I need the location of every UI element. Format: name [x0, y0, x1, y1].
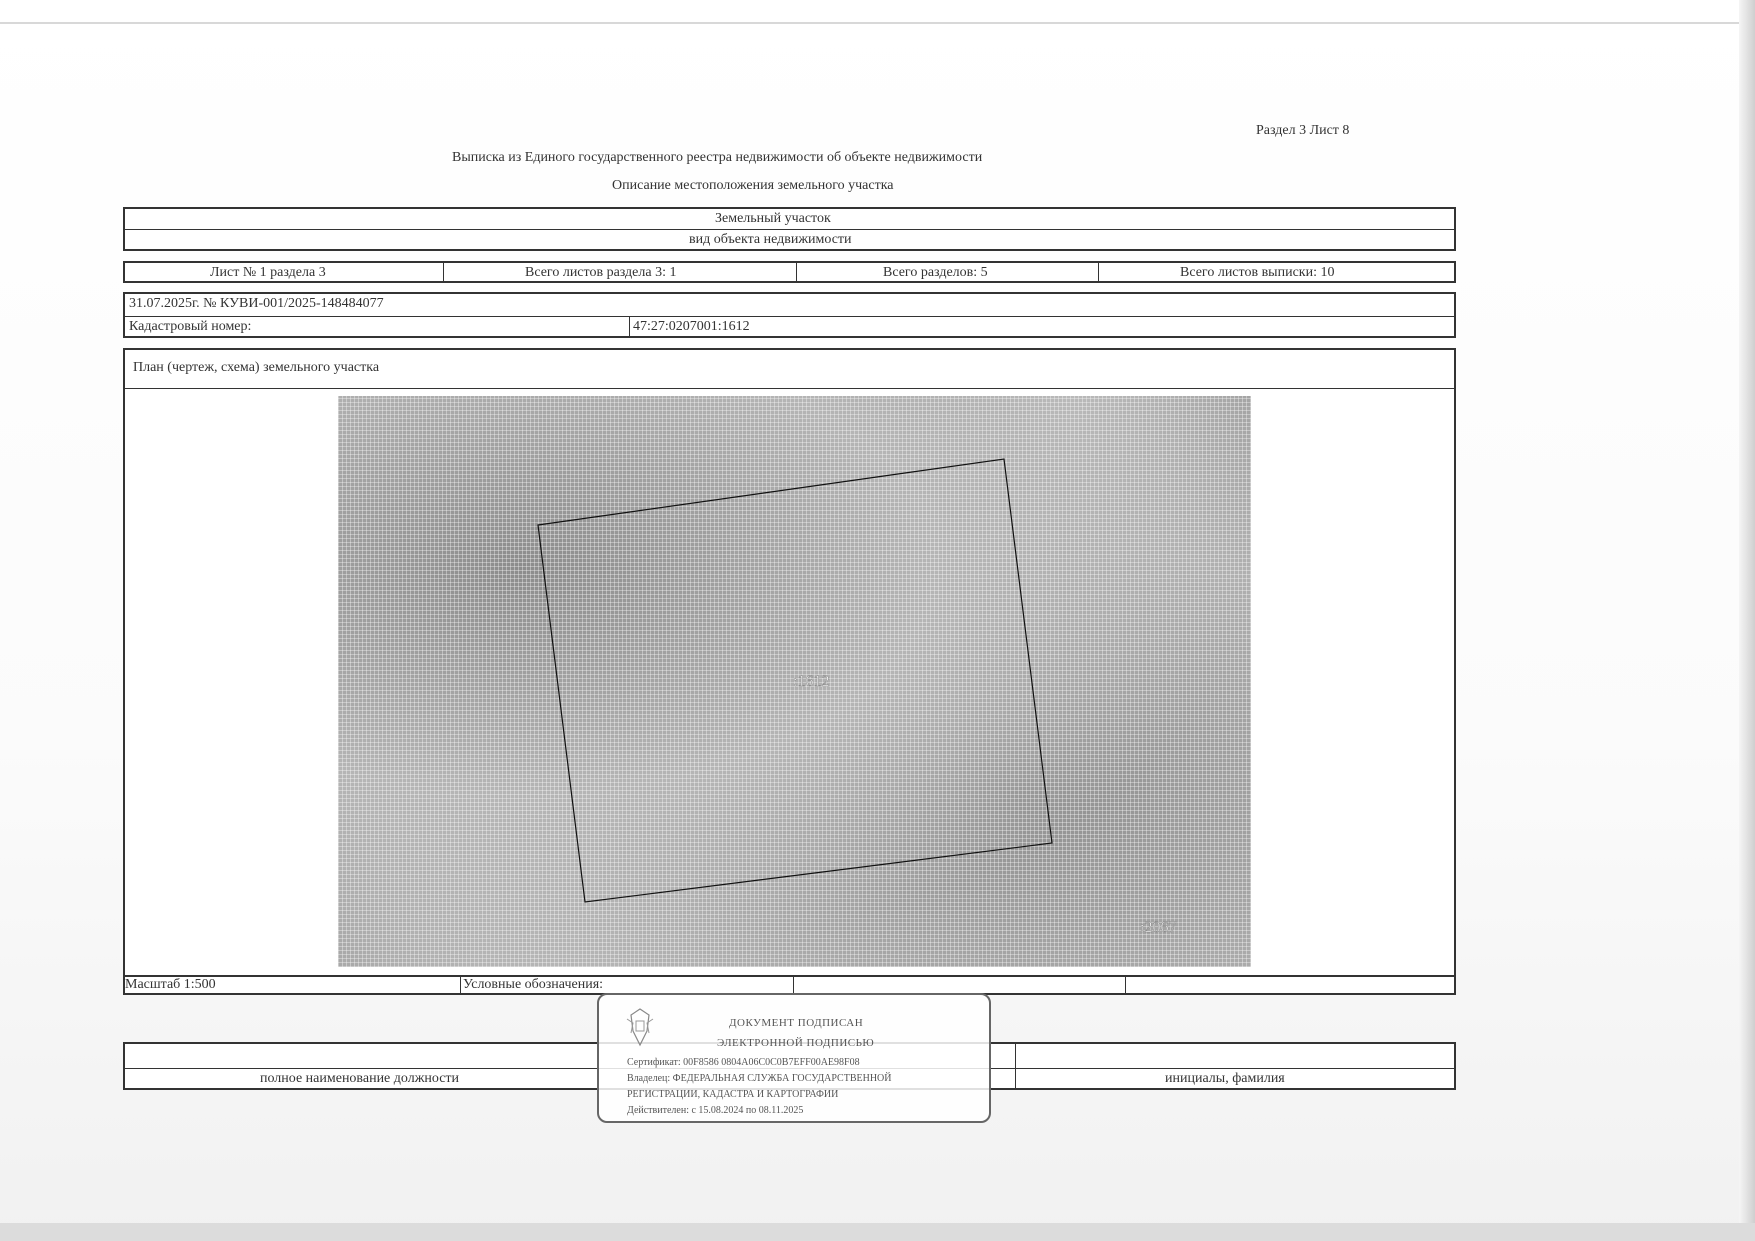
column-separator	[443, 263, 444, 281]
object-type: Земельный участок	[715, 211, 831, 226]
divider	[125, 388, 1454, 389]
parcel-label: :1612	[793, 673, 830, 690]
plan-block	[123, 348, 1456, 995]
extract-info-block	[123, 292, 1456, 338]
electronic-signature-stamp	[597, 993, 991, 1123]
stamp-owner-cont: РЕГИСТРАЦИИ, КАДАСТРА И КАРТОГРАФИИ	[627, 1089, 839, 1100]
stamp-line-2: ЭЛЕКТРОННОЙ ПОДПИСЬЮ	[717, 1037, 875, 1049]
stamp-validity: Действителен: с 15.08.2024 по 08.11.2025	[627, 1105, 804, 1116]
divider	[125, 316, 1454, 317]
name-caption: инициалы, фамилия	[1165, 1071, 1285, 1086]
document-title: Выписка из Единого государственного реестра недвижимости об объекте недвижимости	[452, 150, 983, 165]
divider	[125, 229, 1454, 230]
column-separator	[629, 316, 630, 338]
column-separator	[1125, 977, 1126, 993]
position-caption: полное наименование должности	[260, 1071, 460, 1086]
stamp-certificate: Сертификат: 00F8586 0804A06C0C0B7EFF00AE98F08	[627, 1057, 860, 1068]
column-separator	[1015, 1044, 1016, 1088]
total-sections: Всего разделов: 5	[883, 265, 988, 280]
sheet-number: Лист № 1 раздела 3	[210, 265, 326, 280]
plan-title: План (чертеж, схема) земельного участка	[133, 360, 380, 375]
cadastral-number: 47:27:0207001:1612	[633, 319, 750, 334]
stamp-owner: Владелец: ФЕДЕРАЛЬНАЯ СЛУЖБА ГОСУДАРСТВЕННОЙ	[627, 1073, 892, 1084]
scan-edge-bottom	[0, 1223, 1755, 1241]
cadastral-label: Кадастровый номер:	[129, 319, 252, 334]
legend-label: Условные обозначения:	[463, 977, 604, 992]
date-and-number: 31.07.2025г. № КУВИ-001/2025-148484077	[129, 296, 384, 311]
scan-edge-top	[0, 22, 1755, 24]
object-type-block	[123, 207, 1456, 251]
section-sheet-number: Раздел 3 Лист 8	[1256, 123, 1350, 138]
object-type-caption: вид объекта недвижимости	[689, 232, 852, 247]
satellite-plan-image	[338, 396, 1251, 967]
neighbor-parcel-label: :2067	[1140, 919, 1177, 936]
column-separator	[1098, 263, 1099, 281]
document-subtitle: Описание местоположения земельного участка	[612, 178, 894, 193]
scale-text: Масштаб 1:500	[125, 977, 216, 992]
sheets-info-row	[123, 261, 1456, 283]
column-separator	[460, 977, 461, 993]
total-sheets-section: Всего листов раздела 3: 1	[525, 265, 677, 280]
total-sheets-extract: Всего листов выписки: 10	[1180, 265, 1335, 280]
scan-edge-right	[1739, 0, 1755, 1241]
column-separator	[796, 263, 797, 281]
scale-legend-row	[123, 975, 1456, 995]
column-separator	[793, 977, 794, 993]
emblem-icon	[621, 1005, 659, 1049]
stamp-line-1: ДОКУМЕНТ ПОДПИСАН	[729, 1017, 864, 1029]
parcel-drawing	[338, 396, 1251, 967]
